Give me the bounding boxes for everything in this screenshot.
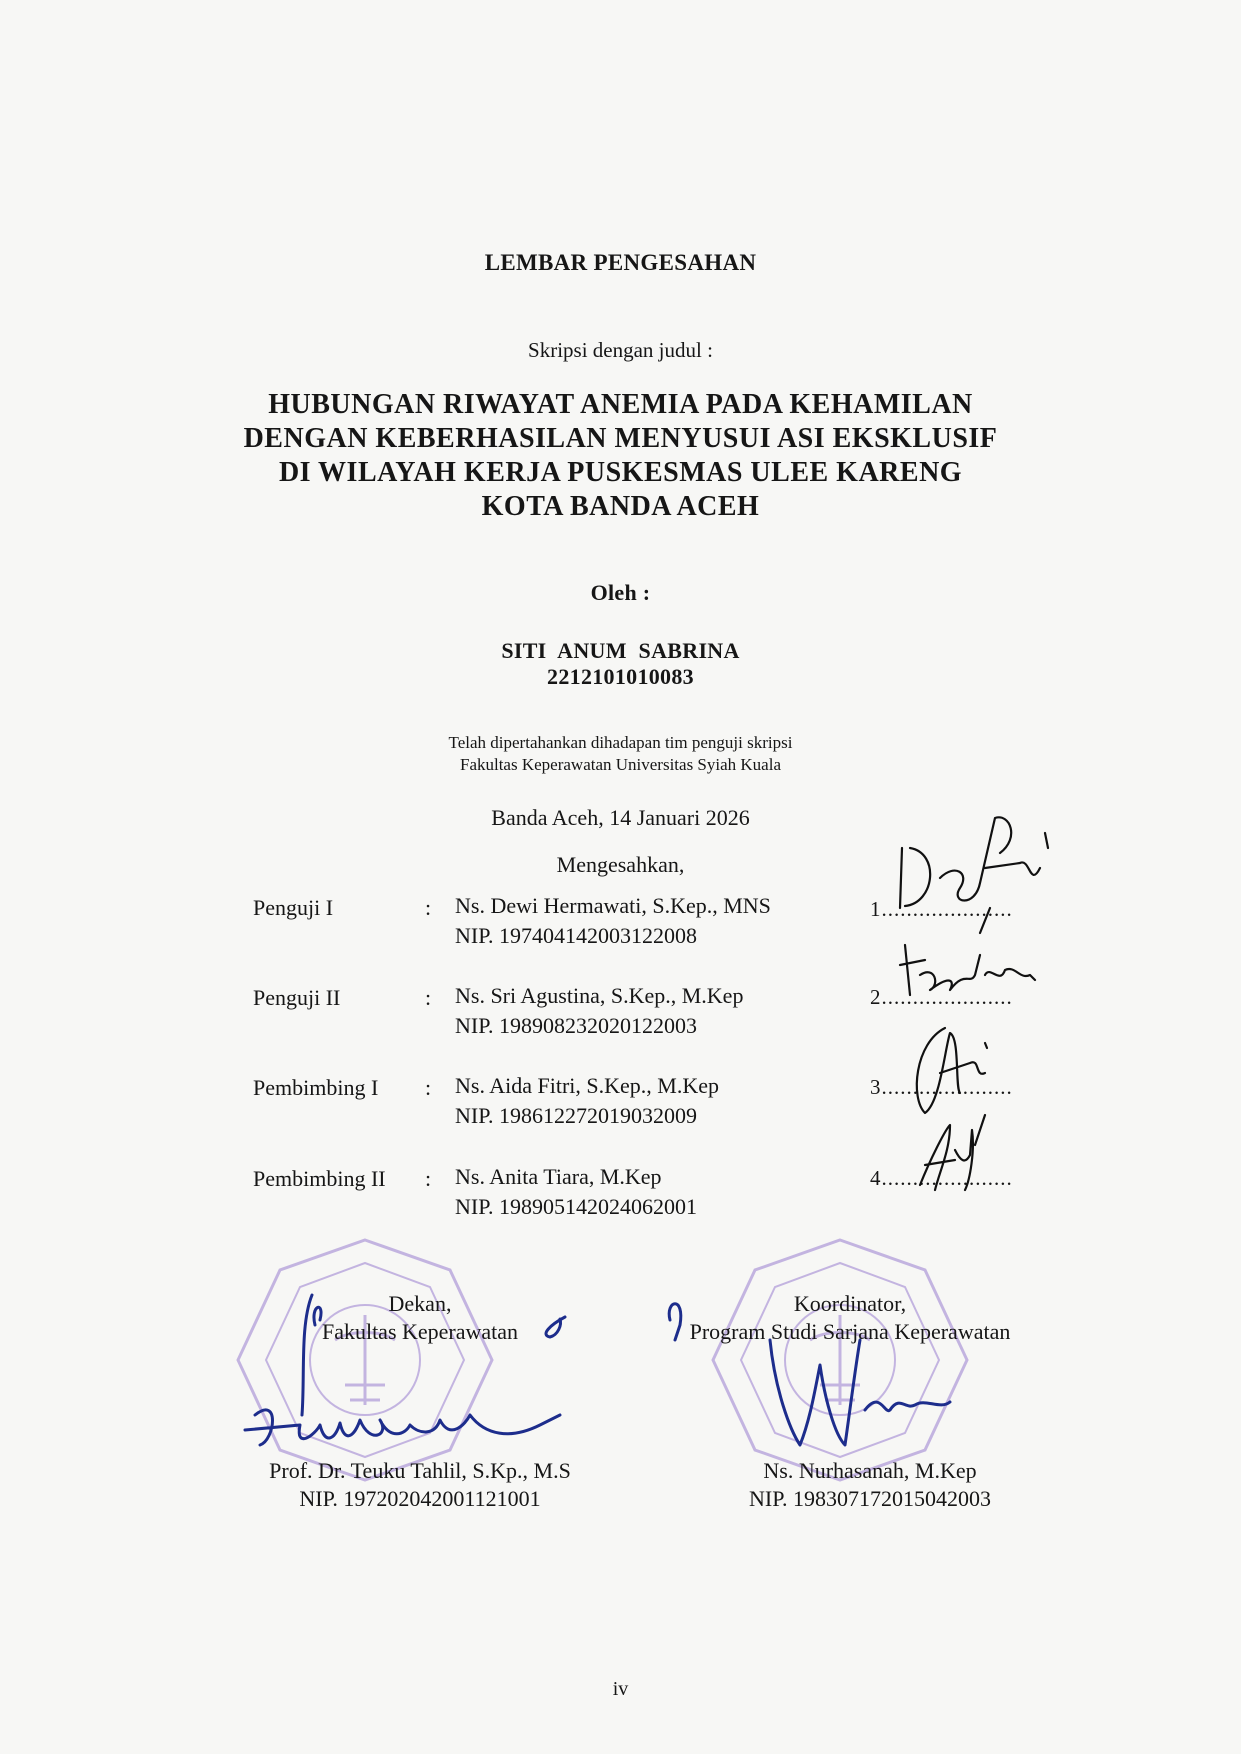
coordinator-title: Koordinator, [793,1291,907,1316]
examiner-colon: : [425,1166,432,1191]
author-name: SITI ANUM SABRINA [501,638,740,663]
examiner-colon: : [425,1075,432,1100]
examiner-name: Ns. Anita Tiara, M.Kep [455,1164,662,1189]
dean-unit: Fakultas Keperawatan [321,1319,519,1344]
signature-dean [240,1275,580,1475]
signature-examiner-2 [890,935,1040,1005]
by-label: Oleh : [590,580,651,605]
coordinator-signee [690,1457,1050,1513]
title-line: HUBUNGAN RIWAYAT ANEMIA PADA KEHAMILAN [268,389,973,420]
examiner-name: Ns. Aida Fitri, S.Kep., M.Kep [455,1073,719,1098]
signature-line: 2..................... [870,985,1013,1009]
examiner-info [455,891,771,951]
examiner-info [455,981,743,1041]
author-id: 2212101010083 [547,664,694,689]
coordinator-nip: NIP. 198307172015042003 [748,1486,991,1511]
coordinator-unit: Program Studi Sarjana Keperawatan [689,1319,1011,1344]
examiner-info [455,1071,719,1131]
examiner-role: Pembimbing I [253,1075,379,1100]
page-heading: LEMBAR PENGESAHAN [484,250,757,275]
title-line: DI WILAYAH KERJA PUSKESMAS ULEE KARENG [278,457,963,488]
signature-examiner-4 [910,1110,1000,1200]
signature-coordinator [650,1270,970,1460]
examiner-info [455,1162,697,1222]
examiner-nip: NIP. 197404142003122008 [455,923,698,948]
signature-line: 3..................... [870,1075,1013,1099]
place-date: Banda Aceh, 14 Januari 2026 [491,805,750,830]
defense-line: Telah dipertahankan dihadapan tim penguji skripsi [448,733,793,752]
defense-line: Fakultas Keperawatan Universitas Syiah Kuala [459,755,782,774]
dean-nip: NIP. 197202042001121001 [299,1486,541,1511]
examiner-colon: : [425,985,432,1010]
signature-line: 4..................... [870,1166,1013,1190]
page-number: iv [612,1678,629,1700]
examiner-nip: NIP. 198905142024062001 [455,1194,698,1219]
dean-title: Dekan, [388,1291,452,1316]
examiner-role: Penguji I [253,895,334,920]
title-line: KOTA BANDA ACEH [481,491,760,522]
examiner-role: Penguji II [253,985,341,1010]
signature-examiner-3 [905,1018,1005,1118]
dean-name: Prof. Dr. Teuku Tahlil, S.Kp., M.S [269,1458,571,1483]
signature-examiner-1 [880,808,1060,938]
coordinator-name: Ns. Nurhasanah, M.Kep [763,1458,977,1483]
signature-line: 1..................... [870,897,1013,921]
thesis-title [0,388,1241,524]
title-line: DENGAN KEBERHASILAN MENYUSUI ASI EKSKLUSIF [243,423,998,454]
examiner-nip: NIP. 198908232020122003 [455,1013,698,1038]
examiner-nip: NIP. 198612272019032009 [455,1103,698,1128]
examiner-colon: : [425,895,432,920]
defense-statement [0,732,1241,776]
examiner-name: Ns. Sri Agustina, S.Kep., M.Kep [455,983,744,1008]
subtitle: Skripsi dengan judul : [528,338,713,362]
examiner-name: Ns. Dewi Hermawati, S.Kep., MNS [455,893,771,918]
examiner-role: Pembimbing II [253,1166,386,1191]
approval-label: Mengesahkan, [556,852,685,877]
